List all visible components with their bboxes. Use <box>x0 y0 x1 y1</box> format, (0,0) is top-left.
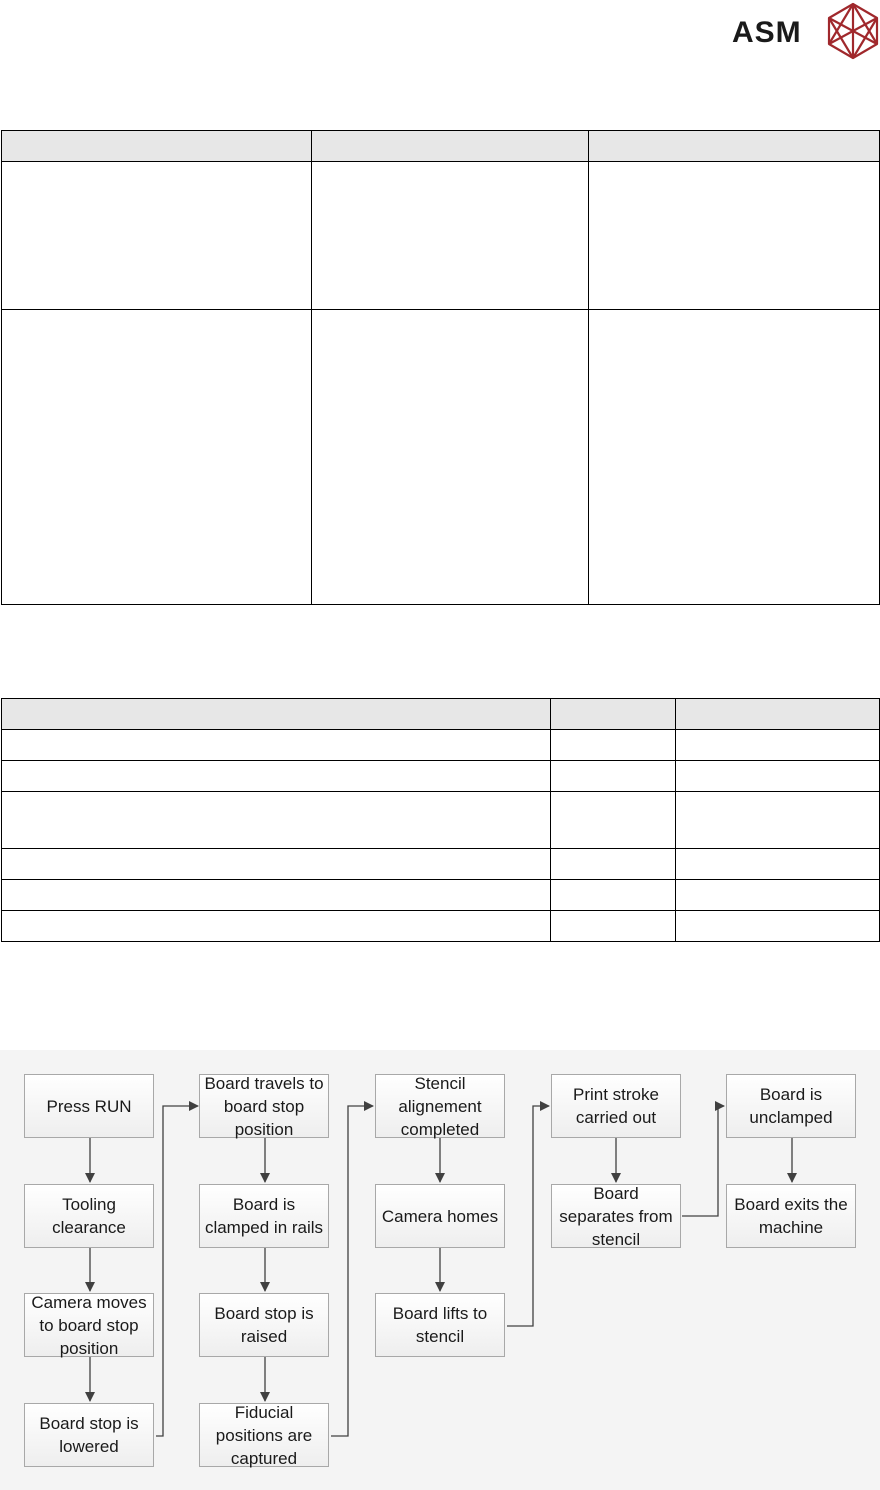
table-cell <box>2 849 551 880</box>
flow-step-board-unclamped: Board is unclamped <box>726 1074 856 1138</box>
table-cell <box>676 792 880 849</box>
table-cell <box>589 310 880 605</box>
flow-step-print-stroke: Print stroke carried out <box>551 1074 681 1138</box>
arrow-connector <box>507 1106 549 1326</box>
table-header-cell <box>589 131 880 162</box>
flow-step-board-travels: Board travels to board stop position <box>199 1074 329 1138</box>
flow-step-board-lifts: Board lifts to stencil <box>375 1293 505 1357</box>
flow-step-board-stop-lowered: Board stop is lowered <box>24 1403 154 1467</box>
table-lower <box>1 698 880 942</box>
flow-step-camera-homes: Camera homes <box>375 1184 505 1248</box>
asm-logo <box>728 2 880 64</box>
table-cell <box>2 880 551 911</box>
table-header-cell <box>312 131 589 162</box>
table-cell <box>676 849 880 880</box>
flow-step-stencil-alignment: Stencil alignement completed <box>375 1074 505 1138</box>
table-cell <box>589 162 880 310</box>
flow-step-camera-moves: Camera moves to board stop position <box>24 1293 154 1357</box>
arrow-connector <box>331 1106 373 1436</box>
table-cell <box>2 761 551 792</box>
table-header-cell <box>676 699 880 730</box>
table-cell <box>551 792 676 849</box>
flow-step-fiducials-captured: Fiducial positions are captured <box>199 1403 329 1467</box>
arrow-connector <box>682 1106 724 1216</box>
table-cell <box>2 730 551 761</box>
logo-text: ASM <box>732 16 802 49</box>
table-header-cell <box>2 699 551 730</box>
asm-crystal-logo-icon <box>826 2 880 60</box>
table-header-cell <box>2 131 312 162</box>
table-upper <box>1 130 880 605</box>
arrow-connector <box>156 1106 198 1436</box>
table-cell <box>676 911 880 942</box>
table-cell <box>551 761 676 792</box>
flow-step-board-clamped: Board is clamped in rails <box>199 1184 329 1248</box>
table-cell <box>551 880 676 911</box>
table-cell <box>676 761 880 792</box>
table-header-cell <box>551 699 676 730</box>
table-cell <box>676 730 880 761</box>
flow-step-board-exits: Board exits the machine <box>726 1184 856 1248</box>
flow-step-press-run: Press RUN <box>24 1074 154 1138</box>
flow-step-board-separates: Board separates from stencil <box>551 1184 681 1248</box>
table-cell <box>2 162 312 310</box>
flow-step-tooling-clearance: Tooling clearance <box>24 1184 154 1248</box>
table-cell <box>676 880 880 911</box>
table-cell <box>551 730 676 761</box>
table-cell <box>2 310 312 605</box>
table-cell <box>551 911 676 942</box>
table-cell <box>2 911 551 942</box>
flow-step-board-stop-raised: Board stop is raised <box>199 1293 329 1357</box>
table-cell <box>312 162 589 310</box>
print-cycle-flowchart <box>0 1050 880 1490</box>
table-cell <box>2 792 551 849</box>
table-cell <box>551 849 676 880</box>
table-cell <box>312 310 589 605</box>
